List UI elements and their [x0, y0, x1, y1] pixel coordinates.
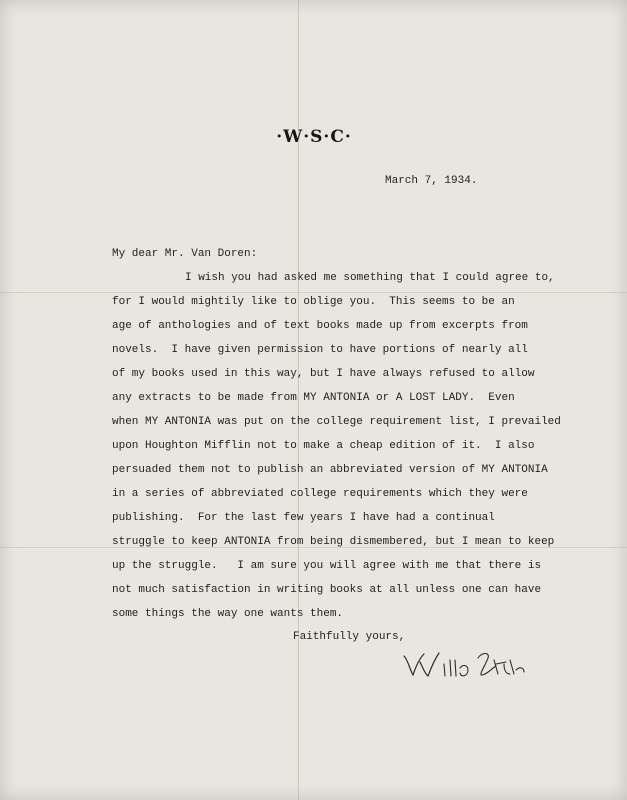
- body-line: up the struggle. I am sure you will agree with me that there is: [112, 560, 542, 572]
- fold-crease-upper: [0, 292, 627, 293]
- body-line: not much satisfaction in writing books at all unless one can have: [112, 584, 542, 596]
- body-line: I wish you had asked me something that I could agree to,: [185, 272, 555, 284]
- salutation: My dear Mr. Van Doren:: [112, 248, 258, 260]
- body-line: publishing. For the last few years I have had a continual: [112, 512, 495, 524]
- body-line: persuaded them not to publish an abbreviated version of MY ANTONIA: [112, 464, 548, 476]
- body-line: age of anthologies and of text books made up from excerpts from: [112, 320, 528, 332]
- body-line: novels. I have given permission to have portions of nearly all: [112, 344, 528, 356]
- body-line: when MY ANTONIA was put on the college requirement list, I prevailed: [112, 416, 561, 428]
- letter-date: March 7, 1934.: [385, 175, 478, 187]
- handwritten-signature: [398, 642, 528, 684]
- body-line: of my books used in this way, but I have always refused to allow: [112, 368, 535, 380]
- body-line: struggle to keep ANTONIA from being dismembered, but I mean to keep: [112, 536, 555, 548]
- letterhead-monogram: ·W·S·C·: [276, 127, 352, 147]
- body-line: any extracts to be made from MY ANTONIA or A LOST LADY. Even: [112, 392, 515, 404]
- body-line: upon Houghton Mifflin not to make a cheap edition of it. I also: [112, 440, 535, 452]
- closing: Faithfully yours,: [293, 631, 406, 643]
- body-line: some things the way one wants them.: [112, 608, 344, 620]
- body-line: in a series of abbreviated college requirements which they were: [112, 488, 528, 500]
- body-line: for I would mightily like to oblige you. This seems to be an: [112, 296, 515, 308]
